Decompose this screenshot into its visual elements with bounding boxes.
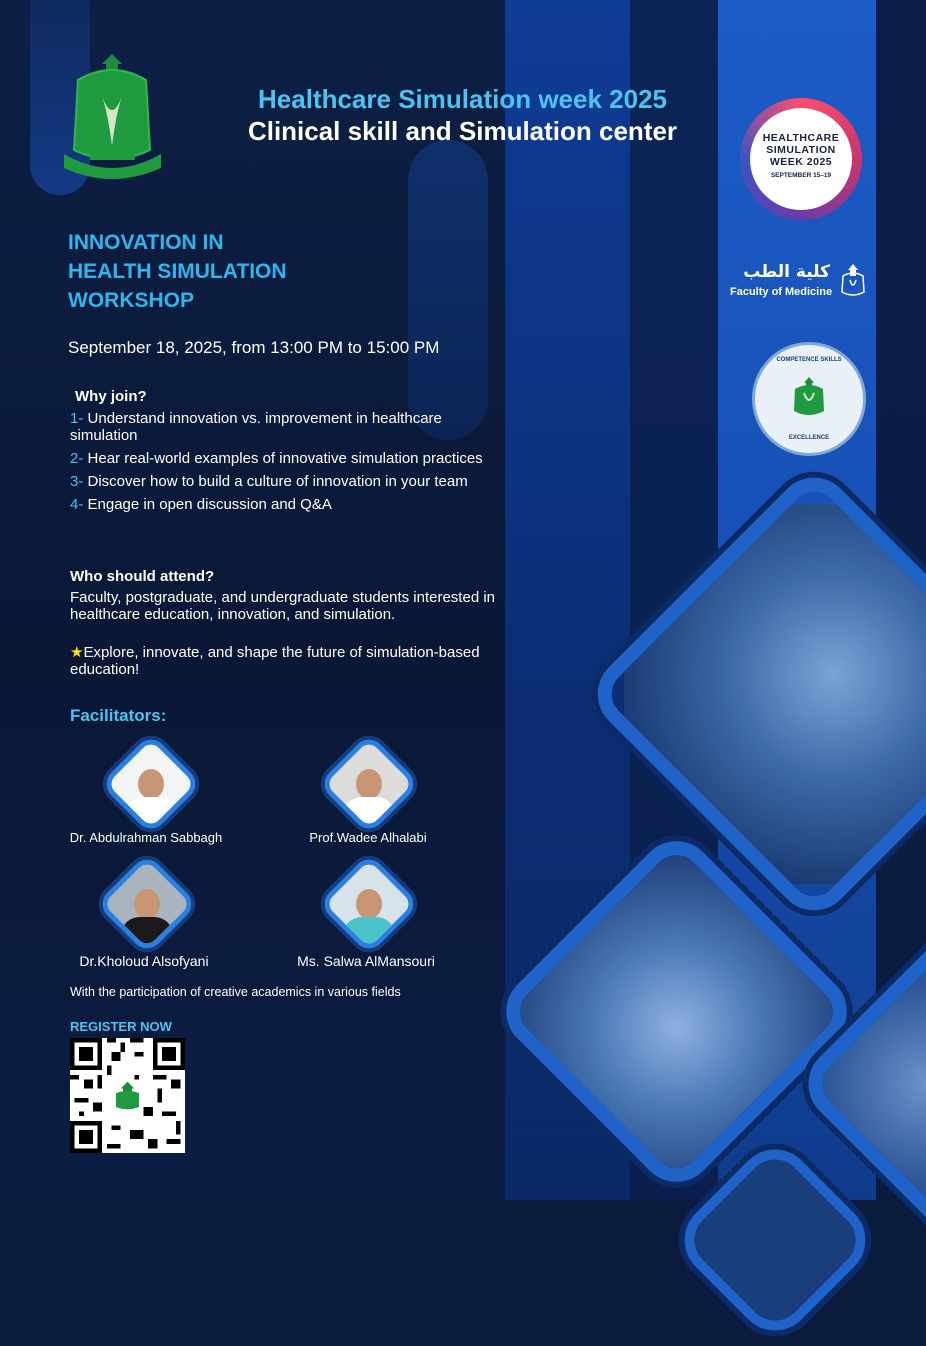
why-join-list: [70, 410, 510, 519]
event-title-line2: Clinical skill and Simulation center: [247, 116, 678, 146]
register-now-label: REGISTER NOW: [70, 1019, 172, 1034]
facilitator-name: Ms. Salwa AlMansouri: [297, 953, 435, 969]
decor-pill: [408, 140, 488, 440]
facilitator-name: Dr.Kholoud Alsofyani: [79, 953, 209, 969]
workshop-title-line1: INNOVATION IN: [68, 231, 224, 254]
seal-top-text: COMPETENCE SKILLS: [776, 357, 842, 363]
facilitator-name: Prof.Wadee Alhalabi: [309, 830, 427, 845]
university-emblem-icon: [838, 262, 868, 300]
list-item: 3- Discover how to build a culture of innovation in your team: [70, 473, 468, 490]
explore-text: Explore, innovate, and shape the future of simulation-based education!: [70, 644, 480, 678]
list-item: 2- Hear real-world examples of innovative simulation practices: [70, 450, 483, 467]
workshop-title-line3: WORKSHOP: [68, 289, 194, 312]
registration-qr-code[interactable]: [70, 1038, 185, 1153]
participation-note: With the participation of creative academics in various fields: [70, 985, 401, 999]
workshop-title: [68, 228, 287, 315]
badge-line2: SIMULATION: [766, 144, 836, 156]
why-join-heading: Why join?: [75, 388, 147, 405]
badge-dates: SEPTEMBER 15–19: [770, 172, 832, 179]
facilitators-heading: Facilitators:: [70, 706, 167, 725]
simulation-week-badge: [740, 98, 862, 220]
simulation-center-seal: [752, 342, 866, 456]
event-title-line1: Healthcare Simulation week 2025: [258, 84, 667, 114]
explore-tagline: [70, 644, 510, 678]
who-should-attend-text: Faculty, postgraduate, and undergraduate students interested in healthcare education, innovation, and simulation.: [70, 589, 496, 623]
event-date: September 18, 2025, from 13:00 PM to 15:00 PM: [68, 338, 440, 357]
facilitator-name: Dr. Abdulrahman Sabbagh: [69, 830, 223, 845]
faculty-arabic: كلية الطب: [743, 262, 830, 282]
workshop-title-line2: HEALTH SIMULATION: [68, 260, 287, 283]
list-item: 1- Understand innovation vs. improvement in healthcare simulation: [70, 410, 442, 444]
event-title: [200, 84, 725, 148]
list-item: 4- Engage in open discussion and Q&A: [70, 496, 332, 513]
faculty-of-medicine-logo: [730, 262, 868, 302]
faculty-english: Faculty of Medicine: [730, 286, 833, 298]
seal-bottom-text: EXCELLENCE: [788, 435, 830, 441]
badge-line1: HEALTHCARE: [762, 132, 840, 144]
seal-emblem-icon: [789, 375, 829, 421]
kau-logo: [60, 50, 165, 180]
who-should-attend-heading: Who should attend?: [70, 568, 215, 585]
star-icon: ★: [70, 644, 84, 661]
badge-line3: WEEK 2025: [769, 156, 833, 168]
